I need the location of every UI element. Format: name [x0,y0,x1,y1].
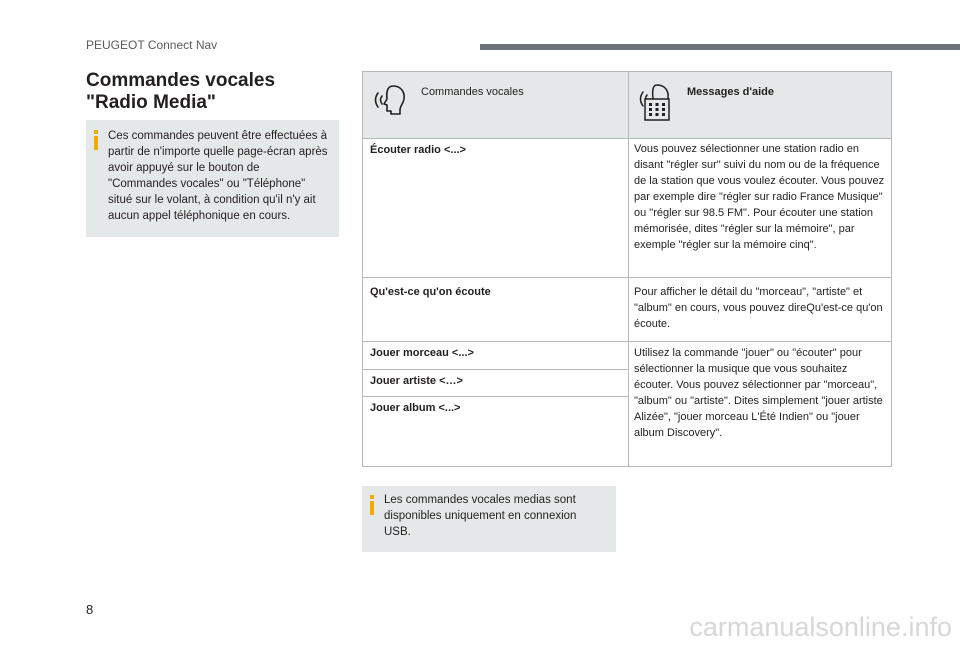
help-ecouter-radio: Vous pouvez sélectionner une station radio en disant "régler sur" suivi du nom ou de la fréquence de la station que vous voulez écouter. Vous pouvez par exemple dire "régler sur radio France Musique" ou "régler sur 98.5 FM". Pour écouter une station mémorisée, dites "régler sur la mémoire", par exemple "régler sur la mémoire cinq". [634,143,885,251]
header-label: PEUGEOT Connect Nav [86,38,218,52]
page-number: 8 [86,602,94,617]
command-jouer-morceau: Jouer morceau <...> [370,347,474,359]
command-ecouter-radio: Écouter radio <...> [370,144,466,156]
command-jouer-album: Jouer album <...> [370,402,461,414]
voice-command-icon [373,82,409,118]
column-divider [628,72,629,466]
keypad-help-icon [635,82,675,122]
row-divider [363,369,628,370]
row-divider [363,277,891,278]
command-quest-ce-quon-ecoute: Qu'est-ce qu'on écoute [370,286,491,298]
voice-commands-table [362,71,892,467]
info-icon [94,130,98,150]
info-box-commands [86,120,339,237]
info-text: Les commandes vocales medias sont disponibles uniquement en connexion USB. [384,494,577,538]
help-jouer: Utilisez la commande "jouer" ou "écouter" pour sélectionner la musique que vous souhaitez écouter. Vous pouvez sélectionner par "morceau", "album" ou "artiste". Dites simplement "jouer artiste Alizée", "jouer morceau L'Été Indien" ou "jouer album Discovery". [634,347,883,439]
page-title-line-2: "Radio Media" [86,92,216,113]
header-bar [480,44,960,50]
col-header-commands: Commandes vocales [421,86,524,98]
command-jouer-artiste: Jouer artiste <…> [370,375,463,387]
watermark: carmanualsonline.info [689,612,952,642]
row-divider [363,341,891,342]
help-quest-ce-quon-ecoute: Pour afficher le détail du "morceau", "artiste" et "album" en cours, vous pouvez direQu'est-ce qu'on écoute. [634,286,883,330]
row-divider [363,396,628,397]
page-title [86,70,275,114]
info-text: Ces commandes peuvent être effectuées à partir de n'importe quelle page-écran après avoir appuyé sur le bouton de "Commandes vocales" ou "Téléphone" situé sur le volant, à condition qu'il n'y ait aucun appel téléphonique en cours. [108,130,328,222]
page-title-line-1: Commandes vocales [86,70,276,91]
row-divider [363,138,891,139]
table-header-background [363,72,891,138]
col-header-help: Messages d'aide [687,86,774,98]
info-box-usb [362,486,616,552]
info-icon [370,495,374,515]
